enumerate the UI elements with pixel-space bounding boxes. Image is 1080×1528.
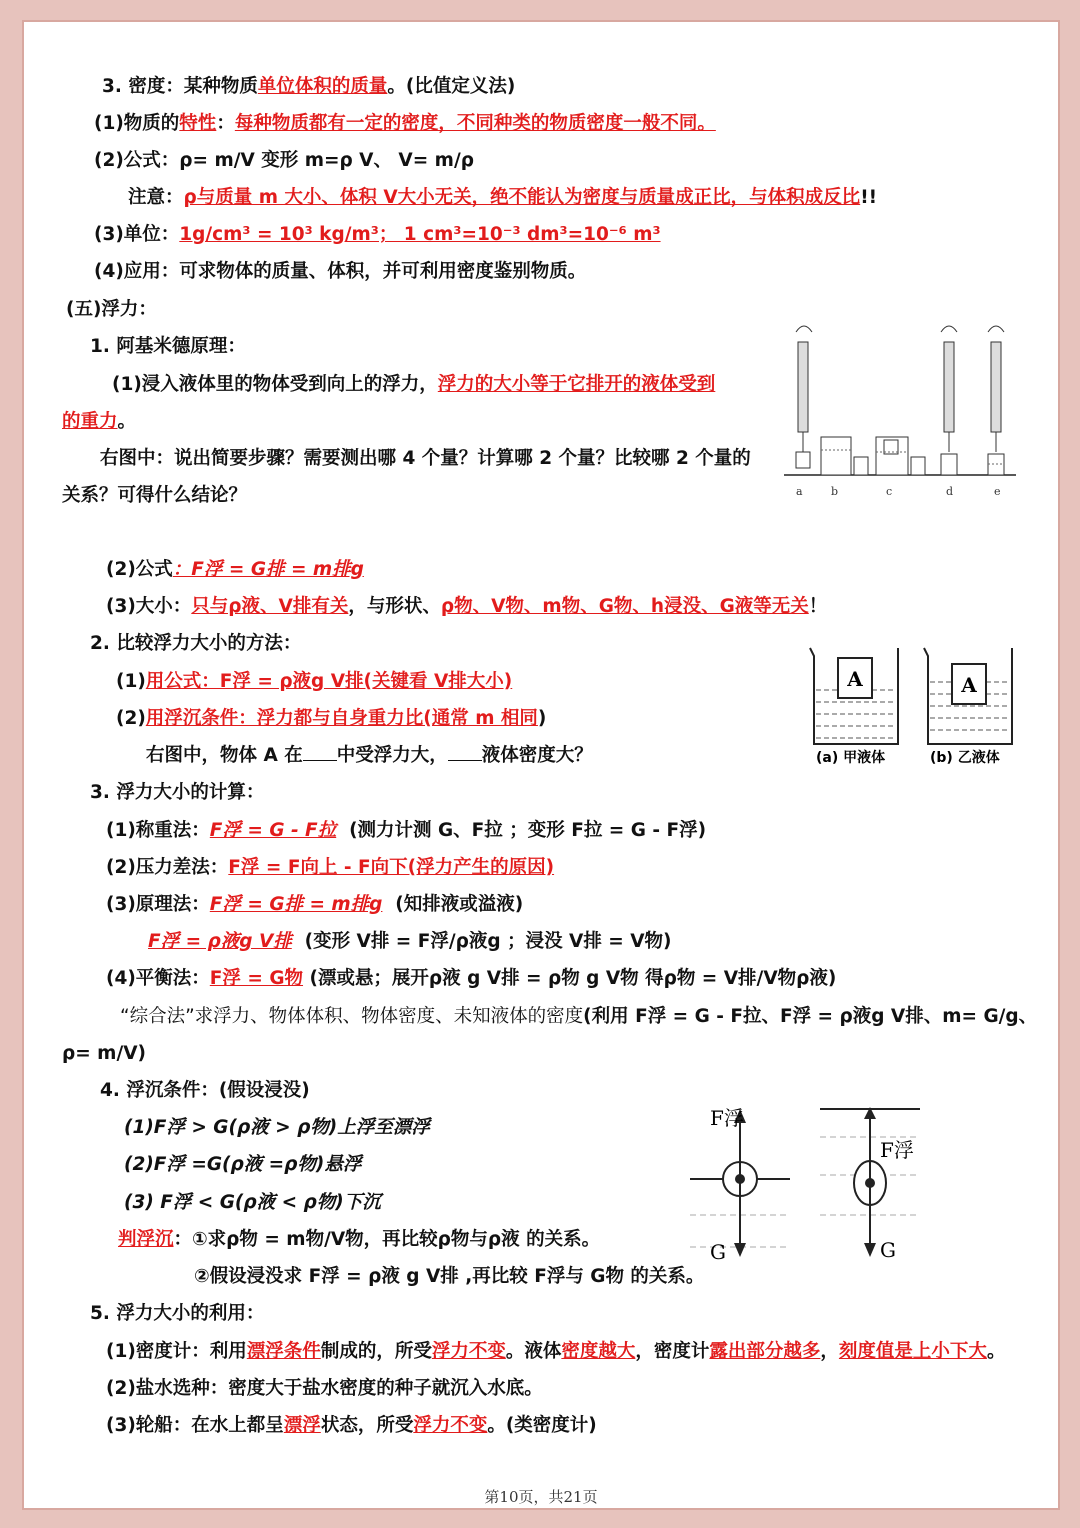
gravity-label-left: G bbox=[710, 1240, 726, 1264]
beaker-a bbox=[810, 648, 898, 766]
compare-condition: (2)用浮沉条件：浮力都与自身重力比(通常 m 相同) bbox=[116, 708, 547, 729]
force-diagram-figure bbox=[684, 1097, 924, 1272]
comprehensive-method: “综合法”求浮力、物体体积、物体密度、未知液体的密度(利用 F浮 = G - F拉、F浮 = ρ液g V排、m= G/g、 bbox=[120, 1006, 1038, 1027]
density-application: (4)应用：可求物体的质量、体积，并可利用密度鉴别物质。 bbox=[94, 261, 587, 282]
calc-pressure-diff: (2)压力差法：F浮 = F向上 - F向下(浮力产生的原因) bbox=[106, 857, 555, 878]
density-heading: 3. 密度：某种物质单位体积的质量。(比值定义法) bbox=[102, 76, 516, 97]
archimedes-principle: (1)浸入液体里的物体受到向上的浮力，浮力的大小等于它排开的液体受到 bbox=[112, 374, 716, 395]
comprehensive-method-cont: ρ= m/V) bbox=[62, 1043, 146, 1064]
compare-heading: 2. 比较浮力大小的方法： bbox=[90, 633, 302, 654]
archimedes-experiment-figure bbox=[776, 312, 1026, 502]
label-c: c bbox=[886, 485, 893, 498]
compare-question: 右图中，物体 A 在 中受浮力大， 液体密度大？ bbox=[146, 745, 593, 766]
density-property: (1)物质的特性：每种物质都有一定的密度，不同种类的物质密度一般不同。 bbox=[94, 113, 716, 134]
box-a-label: A bbox=[847, 667, 863, 691]
label-d: d bbox=[946, 485, 954, 498]
density-note: 注意：ρ与质量 m 大小、体积 V大小无关，绝不能认为密度与质量成正比，与体积成反比!! bbox=[128, 187, 878, 208]
calc-balance: (4)平衡法：F浮 = G物 (漂或悬；展开ρ液 g V排 = ρ物 g V物 得ρ物 = V排/V物ρ液) bbox=[106, 968, 837, 989]
usage-ship: (3)轮船：在水上都呈漂浮状态，所受浮力不变。(类密度计) bbox=[106, 1415, 597, 1436]
label-a: a bbox=[796, 485, 803, 498]
calc-heading: 3. 浮力大小的计算： bbox=[90, 782, 265, 803]
buoyancy-heading: (五)浮力： bbox=[66, 299, 157, 320]
force-diagram-left bbox=[690, 1106, 790, 1264]
page-footer: 第10页，共21页 bbox=[484, 1488, 598, 1506]
compare-formula: (1)用公式：F浮 = ρ液g V排(关键看 V排大小) bbox=[116, 671, 513, 692]
force-diagram-right bbox=[820, 1107, 920, 1262]
caption-b: (b) 乙液体 bbox=[930, 750, 1000, 766]
archimedes-heading: 1. 阿基米德原理： bbox=[90, 336, 246, 357]
density-unit: (3)单位：1g/cm³ = 10³ kg/m³； 1 cm³=10⁻³ dm³=10⁻⁶ m³ bbox=[94, 224, 661, 245]
buoyant-force-label-right: F浮 bbox=[880, 1138, 914, 1162]
scale-a bbox=[796, 326, 812, 468]
label-e: e bbox=[994, 485, 1001, 498]
sink: (3) F浮 < G(ρ液 < ρ物)下沉 bbox=[124, 1192, 381, 1213]
suspend: (2)F浮 =G(ρ液 =ρ物)悬浮 bbox=[124, 1154, 362, 1175]
buoyancy-size: (3)大小：只与ρ液、V排有关，与形状、ρ物、V物、m物、G物、h浸没、G液等无关！ bbox=[106, 596, 828, 617]
judge-float-sink-2: ②假设浸没求 F浮 = ρ液 g V排 ,再比较 F浮与 G物 的关系。 bbox=[194, 1266, 705, 1287]
usage-seed-selection: (2)盐水选种：密度大于盐水密度的种子就沉入水底。 bbox=[106, 1378, 543, 1399]
float-up: (1)F浮 > G(ρ液 > ρ物)上浮至漂浮 bbox=[124, 1117, 430, 1138]
usage-hydrometer: (1)密度计：利用漂浮条件制成的，所受浮力不变。液体密度越大，密度计露出部分越多，刻度值是上小下大。 bbox=[106, 1341, 1006, 1362]
beaker-comparison-figure bbox=[806, 642, 1026, 772]
label-b: b bbox=[831, 485, 839, 498]
figure-question: 右图中：说出简要步骤？需要测出哪 4 个量？计算哪 2 个量？比较哪 2 个量的 bbox=[100, 448, 751, 469]
figure-question-cont: 关系？可得什么结论？ bbox=[62, 485, 248, 506]
archimedes-principle-cont: 的重力。 bbox=[62, 411, 137, 432]
box-b-label: A bbox=[961, 673, 977, 697]
buoyant-force-label-left: F浮 bbox=[710, 1106, 744, 1130]
document-page bbox=[22, 20, 1060, 1510]
usage-heading: 5. 浮力大小的利用： bbox=[90, 1303, 265, 1324]
calc-principle: (3)原理法：F浮 = G排 = m排g (知排液或溢液) bbox=[106, 894, 524, 915]
beaker-b bbox=[924, 648, 1012, 766]
density-formula: (2)公式：ρ= m/V 变形 m=ρ V、 V= m/ρ bbox=[94, 150, 474, 171]
calc-principle-variant: F浮 = ρ液g V排 (变形 V排 = F浮/ρ液g ；浸没 V排 = V物) bbox=[148, 931, 672, 952]
float-sink-heading: 4. 浮沉条件：(假设浸没) bbox=[100, 1080, 310, 1101]
judge-float-sink: 判浮沉：①求ρ物 = m物/V物，再比较ρ物与ρ液 的关系。 bbox=[118, 1229, 601, 1250]
gravity-label-right: G bbox=[880, 1238, 896, 1262]
buoyancy-formula: (2)公式：F浮 = G排 = m排g bbox=[106, 559, 364, 580]
caption-a: (a) 甲液体 bbox=[816, 750, 886, 766]
calc-weighing: (1)称重法：F浮 = G - F拉 (测力计测 G、F拉 ；变形 F拉 = G - F浮) bbox=[106, 820, 707, 841]
